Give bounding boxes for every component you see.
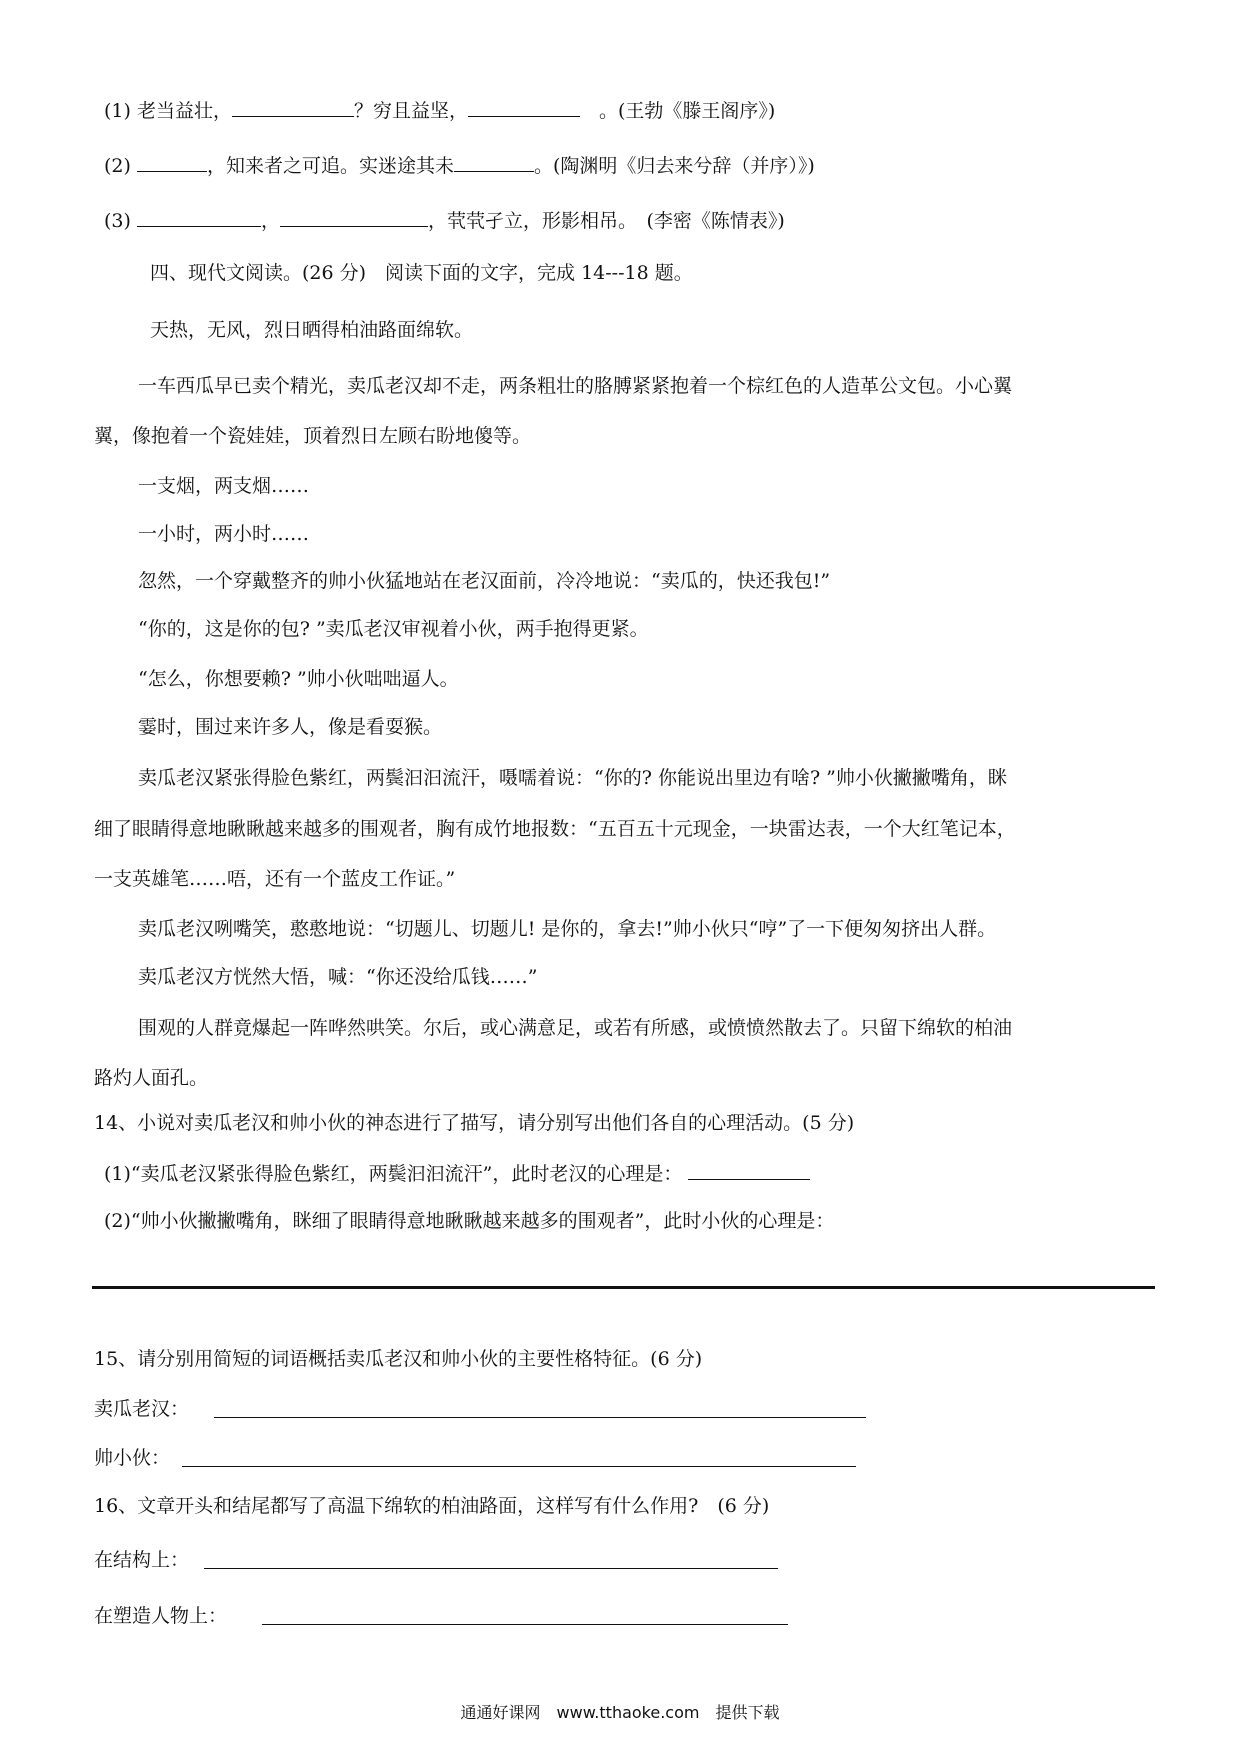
answer-line[interactable] xyxy=(214,1417,866,1418)
passage-paragraph: 一支烟，两支烟…… xyxy=(138,475,310,497)
answer-blank[interactable] xyxy=(137,153,207,172)
passage-paragraph: “怎么，你想要赖? ”帅小伙咄咄逼人。 xyxy=(138,668,459,690)
question-14-part-1 xyxy=(104,1161,810,1186)
answer-blank[interactable] xyxy=(137,208,261,227)
question-text: (1)“卖瓜老汉紧张得脸色紫红，两鬓汩汩流汗”，此时老汉的心理是： xyxy=(104,1163,683,1185)
answer-rule[interactable] xyxy=(92,1286,1155,1289)
passage-paragraph: 围观的人群竟爆起一阵哗然哄笑。尔后，或心满意足，或若有所感，或愤愤然散去了。只留下绵软的柏油 xyxy=(138,1017,1013,1039)
recitation-item-2 xyxy=(104,153,815,178)
q15-label-young-man: 帅小伙： xyxy=(94,1447,171,1469)
item-source: 。(王勃《滕王阁序》) xyxy=(599,100,776,122)
item-source: 。(陶渊明《归去来兮辞（并序）》) xyxy=(533,155,815,177)
answer-blank[interactable] xyxy=(280,208,428,227)
footer-watermark: 通通好课网 www.tthaoke.com 提供下载 xyxy=(460,1703,780,1722)
question-14-part-2: (2)“帅小伙撇撇嘴角，眯细了眼睛得意地瞅瞅越来越多的围观者”，此时小伙的心理是： xyxy=(104,1210,835,1232)
answer-blank[interactable] xyxy=(468,98,580,117)
answer-blank[interactable] xyxy=(454,153,534,172)
passage-paragraph: 一小时，两小时…… xyxy=(138,523,310,545)
answer-line[interactable] xyxy=(204,1568,778,1569)
passage-paragraph: 霎时，围过来许多人，像是看耍猴。 xyxy=(138,716,443,738)
answer-line[interactable] xyxy=(182,1466,856,1467)
item-number: (3) xyxy=(104,210,131,232)
question-14: 14、小说对卖瓜老汉和帅小伙的神态进行了描写，请分别写出他们各自的心理活动。(5 分) xyxy=(94,1112,855,1134)
passage-paragraph: 卖瓜老汉紧张得脸色紫红，两鬓汩汩流汗，嗫嚅着说：“你的? 你能说出里边有啥? ”帅小伙撇撇嘴角，眯 xyxy=(138,767,1007,789)
passage-paragraph: 翼，像抱着一个瓷娃娃，顶着烈日左顾右盼地傻等。 xyxy=(94,425,532,447)
passage-paragraph: 卖瓜老汉方恍然大悟，喊：“你还没给瓜钱……” xyxy=(138,966,538,988)
passage-paragraph: 路灼人面孔。 xyxy=(94,1067,209,1089)
item-text: ， xyxy=(260,210,280,232)
answer-line[interactable] xyxy=(262,1624,788,1625)
passage-paragraph: 细了眼睛得意地瞅瞅越来越多的围观者，胸有成竹地报数：“五百五十元现金，一块雷达表，一个大红笔记本， xyxy=(94,818,1016,840)
section-header: 四、现代文阅读。(26 分) 阅读下面的文字，完成 14---18 题。 xyxy=(150,262,693,284)
passage-paragraph: 卖瓜老汉咧嘴笑，憨憨地说：“切题儿、切题儿! 是你的，拿去!”帅小伙只“哼”了一下便匆匆挤出人群。 xyxy=(138,918,997,940)
passage-paragraph: 一支英雄笔……唔，还有一个蓝皮工作证。” xyxy=(94,868,456,890)
passage-paragraph: 忽然，一个穿戴整齐的帅小伙猛地站在老汉面前，冷冷地说：“卖瓜的，快还我包!” xyxy=(138,570,831,592)
passage-paragraph: “你的，这是你的包? ”卖瓜老汉审视着小伙，两手抱得更紧。 xyxy=(138,618,649,640)
item-text: ？穷且益坚， xyxy=(353,100,468,122)
passage-paragraph: 天热，无风，烈日晒得柏油路面绵软。 xyxy=(150,319,474,341)
q15-label-old-man: 卖瓜老汉： xyxy=(94,1398,190,1420)
question-16: 16、文章开头和结尾都写了高温下绵软的柏油路面，这样写有什么作用? (6 分) xyxy=(94,1495,770,1517)
question-15: 15、请分别用简短的词语概括卖瓜老汉和帅小伙的主要性格特征。(6 分) xyxy=(94,1348,703,1370)
recitation-item-1 xyxy=(104,98,775,123)
item-number: (1) xyxy=(104,100,131,122)
item-text: 老当益壮， xyxy=(136,100,232,122)
item-number: (2) xyxy=(104,155,131,177)
answer-blank[interactable] xyxy=(688,1161,810,1180)
item-source: ，茕茕孑立，形影相吊。 (李密《陈情表》) xyxy=(427,210,785,232)
q16-label-structure: 在结构上： xyxy=(94,1549,190,1571)
answer-blank[interactable] xyxy=(232,98,354,117)
q16-label-character: 在塑造人物上： xyxy=(94,1605,228,1627)
item-text: ，知来者之可追。实迷途其未 xyxy=(206,155,454,177)
recitation-item-3 xyxy=(104,208,785,233)
passage-paragraph: 一车西瓜早已卖个精光，卖瓜老汉却不走，两条粗壮的胳膊紧紧抱着一个棕红色的人造革公文包。小心翼 xyxy=(138,375,1013,397)
